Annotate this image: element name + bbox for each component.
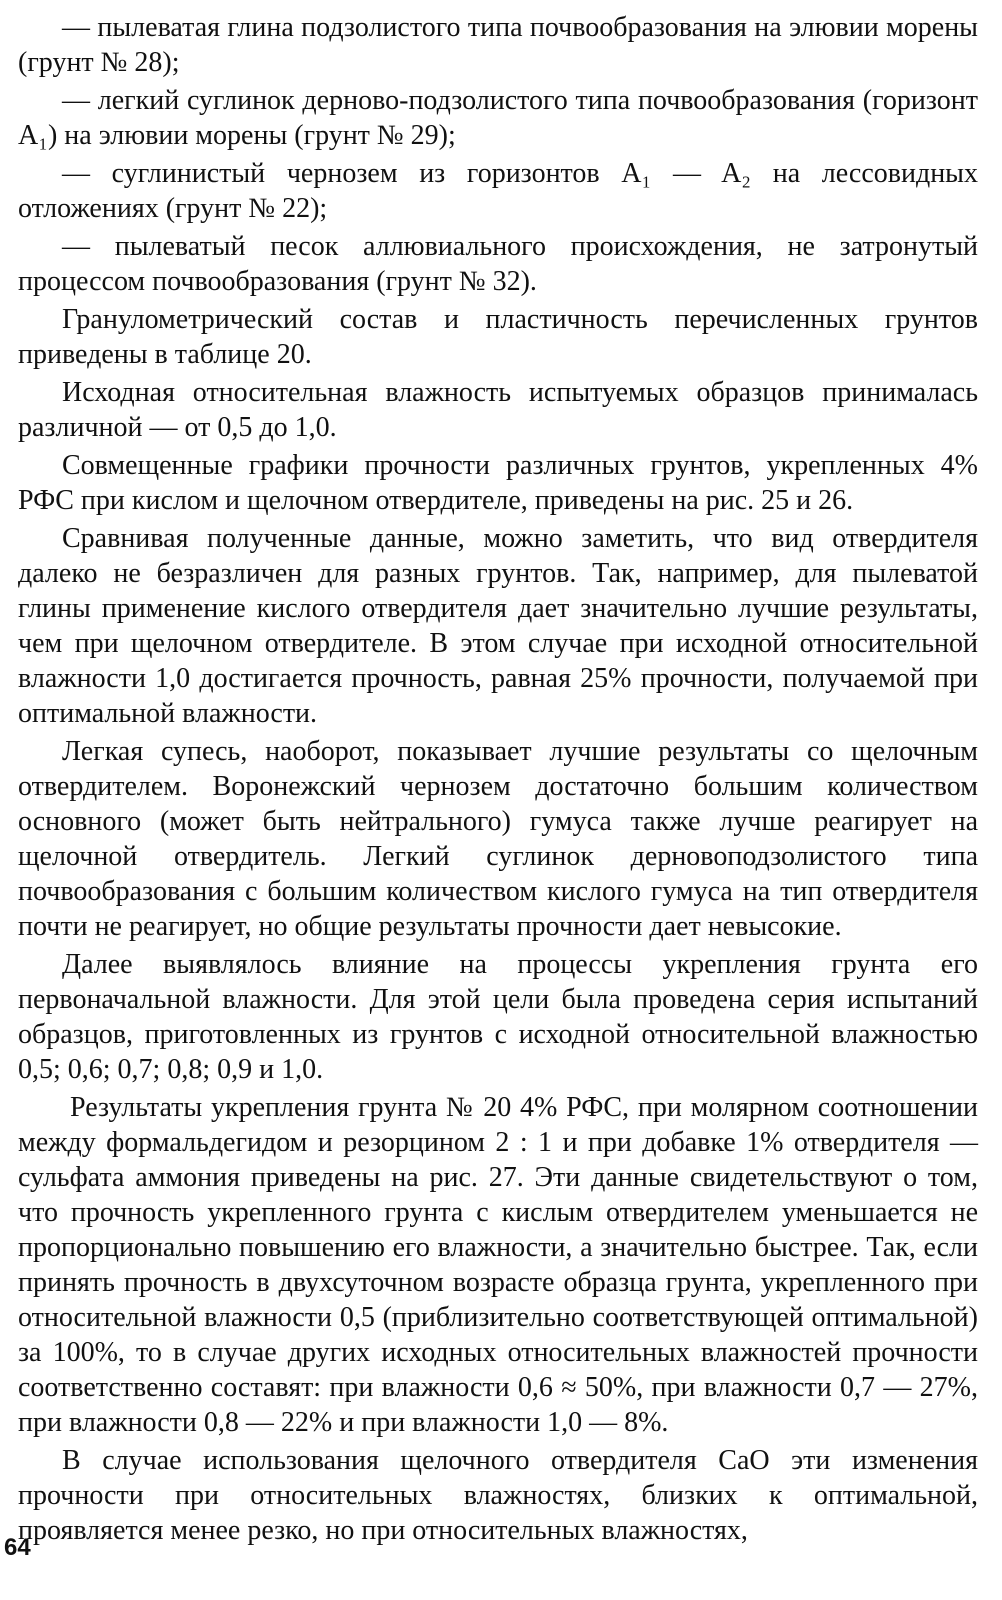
document-page: [18, 10, 978, 1590]
list-item-sand: — пылеватый песок аллювиального происхождения, не затронутый процессом почвообразования (грунт № 32).: [18, 231, 978, 297]
paragraph-alkaline-hardener: В случае использования щелочного отвердителя CaO эти изменения прочности при относительных влажностях, близких к оптимальной, проявляется менее резко, но при относительных влажностях,: [18, 1445, 978, 1546]
list-item-clay: — пылеватая глина подзолистого типа почвообразования на элювии морены (грунт № 28);: [18, 12, 978, 78]
list-item-chernozem: — суглинистый чернозем из горизонтов A₁ — A₂ на лессовидных отложениях (грунт № 22);: [18, 158, 978, 224]
paragraph-strength-graphs: Совмещенные графики прочности различных грунтов, укрепленных 4% РФС при кислом и щелочном отвердителе, приведены на рис. 25 и 26.: [18, 450, 978, 516]
paragraph-results: Результаты укрепления грунта № 20 4% РФС, при молярном соотношении между формальдегидом и резорцином 2 : 1 и при добавке 1% отвердителя — сульфата аммония приведены на рис. 27. Эти данные свидетельствуют о том, что прочность укрепленного грунта с кислым отвердителем уменьшается не пропорционально повышению его влажности, а значительно быстрее. Так, если принять прочность в двухсуточном возрасте образца грунта, укрепленного при относительной влажности 0,5 (приблизительно соответствующей оптимальной) за 100%, то в случае других исходных относительных влажностей прочности соответственно составят: при влажности 0,6 ≈ 50%, при влажности 0,7 — 27%, при влажности 0,8 — 22% и при влажности 1,0 — 8%.: [18, 1092, 978, 1438]
paragraph-initial-moisture: Исходная относительная влажность испытуемых образцов принималась различной — от 0,5 до 1,0.: [18, 377, 978, 443]
page-number: 64: [4, 1534, 31, 1561]
paragraph-granulometry: Гранулометрический состав и пластичность перечисленных грунтов приведены в таблице 20.: [18, 304, 978, 370]
paragraph-comparison: Сравнивая полученные данные, можно заметить, что вид отвердителя далеко не безразличен для разных грунтов. Так, например, для пылеватой глины применение кислого отвердителя дает значительно лучшие результаты, чем при щелочном отвердителе. В этом случае при исходной относительной влажности 1,0 достигается прочность, равная 25% прочности, получаемой при оптимальной влажности.: [18, 523, 978, 729]
paragraph-sandy-loam: Легкая супесь, наоборот, показывает лучшие результаты со щелочным отвердителем. Воронежский чернозем достаточно большим количеством основного (может быть нейтрального) гумуса также лучше реагирует на щелочной отвердитель. Легкий суглинок дерновоподзолистого типа почвообразования с большим количеством кислого гумуса на тип отвердителя почти не реагирует, но общие результаты прочности дает невысокие.: [18, 736, 978, 942]
list-item-loam: — легкий суглинок дерново-подзолистого типа почвообразования (горизонт A₁) на элювии морены (грунт № 29);: [18, 85, 978, 151]
paragraph-initial-moisture-influence: Далее выявлялось влияние на процессы укрепления грунта его первоначальной влажности. Для этой цели была проведена серия испытаний образцов, приготовленных из грунтов с исходной относительной влажностью 0,5; 0,6; 0,7; 0,8; 0,9 и 1,0.: [18, 949, 978, 1085]
